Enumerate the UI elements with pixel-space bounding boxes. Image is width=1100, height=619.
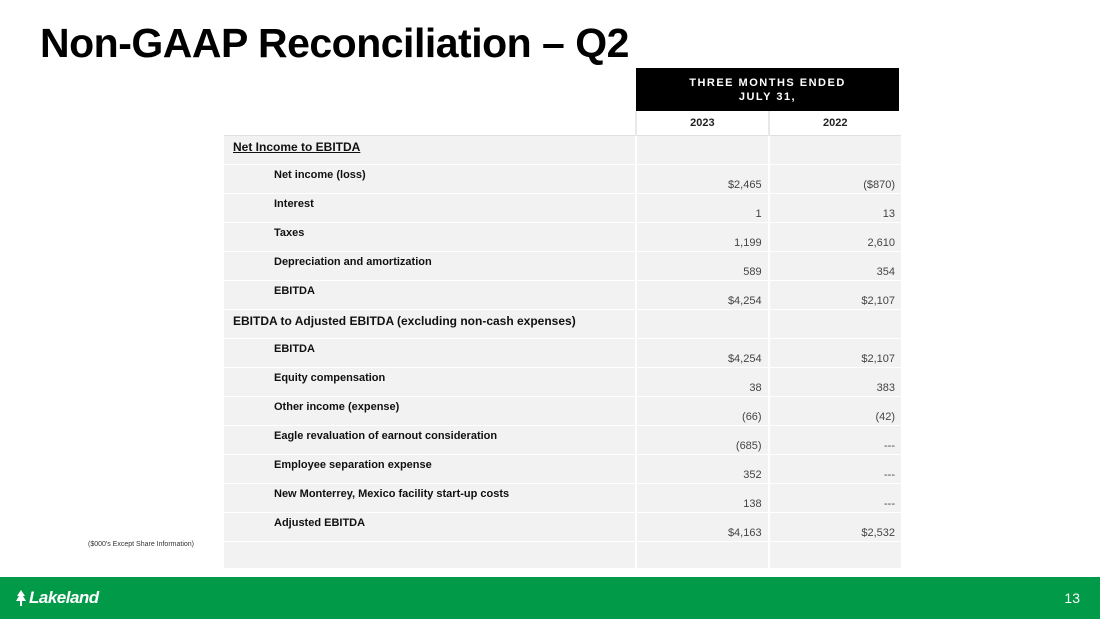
row-label: Employee separation expense xyxy=(224,455,636,484)
table-row xyxy=(224,194,901,223)
data-table xyxy=(224,111,901,569)
table-row xyxy=(224,339,901,368)
footer-bar xyxy=(0,577,1100,619)
empty-cell xyxy=(769,136,901,165)
row-label: Interest xyxy=(224,194,636,223)
empty-cell xyxy=(769,310,901,339)
row-label: Eagle revaluation of earnout consideration xyxy=(224,426,636,455)
empty-cell xyxy=(636,136,768,165)
value-2023: 138 xyxy=(636,484,768,513)
empty-row xyxy=(224,542,901,569)
value-2023: 1,199 xyxy=(636,223,768,252)
value-2022: ($870) xyxy=(769,165,901,194)
period-line-2: JULY 31, xyxy=(738,91,797,103)
table-row xyxy=(224,165,901,194)
table-row xyxy=(224,455,901,484)
value-2023: 38 xyxy=(636,368,768,397)
row-label: Equity compensation xyxy=(224,368,636,397)
page-number: 13 xyxy=(1064,590,1080,606)
table-row xyxy=(224,281,901,310)
table-row xyxy=(224,426,901,455)
period-header xyxy=(636,68,899,112)
company-logo xyxy=(16,588,99,608)
section-header-row xyxy=(224,136,901,165)
row-label: EBITDA xyxy=(224,339,636,368)
section-title xyxy=(224,136,636,165)
value-2022: $2,107 xyxy=(769,339,901,368)
value-2022: --- xyxy=(769,455,901,484)
logo-text: Lakeland xyxy=(29,588,99,607)
value-2023: $4,254 xyxy=(636,339,768,368)
value-2022: (42) xyxy=(769,397,901,426)
footnote: ($000's Except Share Information) xyxy=(88,541,195,548)
value-2022: 13 xyxy=(769,194,901,223)
value-2023: $4,163 xyxy=(636,513,768,542)
year-2023-header: 2023 xyxy=(636,111,768,136)
value-2023: 1 xyxy=(636,194,768,223)
empty-cell xyxy=(224,542,636,569)
row-label: Adjusted EBITDA xyxy=(224,513,636,542)
value-2022: 383 xyxy=(769,368,901,397)
empty-cell xyxy=(636,542,768,569)
value-2023: 589 xyxy=(636,252,768,281)
section-title: EBITDA to Adjusted EBITDA (excluding non-cash expenses) xyxy=(224,310,636,339)
section-title-text: Net Income to EBITDA xyxy=(233,140,361,154)
value-2023: $4,254 xyxy=(636,281,768,310)
value-2023: 352 xyxy=(636,455,768,484)
row-label: Depreciation and amortization xyxy=(224,252,636,281)
table-row xyxy=(224,397,901,426)
row-label: New Monterrey, Mexico facility start-up costs xyxy=(224,484,636,513)
value-2022: $2,532 xyxy=(769,513,901,542)
row-label: Other income (expense) xyxy=(224,397,636,426)
value-2022: --- xyxy=(769,426,901,455)
value-2022: --- xyxy=(769,484,901,513)
row-label: Net income (loss) xyxy=(224,165,636,194)
empty-header-cell xyxy=(224,111,636,136)
value-2023: $2,465 xyxy=(636,165,768,194)
table-row xyxy=(224,223,901,252)
table-row xyxy=(224,368,901,397)
year-2022-header: 2022 xyxy=(769,111,901,136)
empty-cell xyxy=(636,310,768,339)
year-header-row xyxy=(224,111,901,136)
table-row xyxy=(224,484,901,513)
table-row xyxy=(224,252,901,281)
row-label: EBITDA xyxy=(224,281,636,310)
value-2023: (66) xyxy=(636,397,768,426)
period-line-1: THREE MONTHS ENDED xyxy=(689,77,846,89)
value-2022: 354 xyxy=(769,252,901,281)
table-row xyxy=(224,513,901,542)
value-2022: $2,107 xyxy=(769,281,901,310)
page-title: Non-GAAP Reconciliation – Q2 xyxy=(40,20,629,66)
section-header-row xyxy=(224,310,901,339)
value-2023: (685) xyxy=(636,426,768,455)
tree-icon xyxy=(16,590,26,606)
value-2022: 2,610 xyxy=(769,223,901,252)
row-label: Taxes xyxy=(224,223,636,252)
empty-cell xyxy=(769,542,901,569)
